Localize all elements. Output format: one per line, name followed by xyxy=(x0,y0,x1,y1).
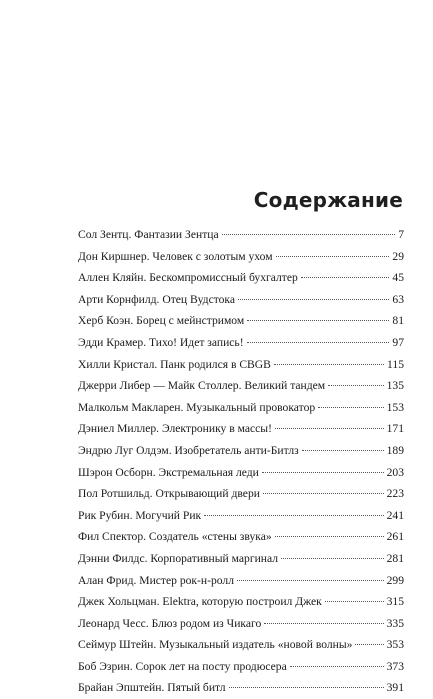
dot-leader xyxy=(247,320,389,321)
toc-row xyxy=(78,418,404,440)
toc-entry-title: Рик Рубин. Могучий Рик xyxy=(78,508,202,522)
toc-entry-title: Дэниел Миллер. Электронику в массы! xyxy=(78,422,272,436)
toc-row xyxy=(78,267,404,289)
toc-page-number: 153 xyxy=(386,400,404,414)
toc-entry-title: Дэнни Филдс. Корпоративный маргинал xyxy=(78,551,279,565)
toc-entry-title: Джерри Либер — Майк Столлер. Великий тандем xyxy=(78,379,326,393)
toc-entry-title: Хилли Кристал. Панк родился в CBGB xyxy=(78,357,271,371)
dot-leader xyxy=(263,493,384,494)
dot-leader xyxy=(238,299,389,300)
toc-page-number: 135 xyxy=(386,379,404,393)
dot-leader xyxy=(355,644,383,645)
toc-entry-title: Фил Спектор. Создатель «стены звука» xyxy=(78,530,272,544)
toc-row xyxy=(78,332,404,354)
toc-entry-title: Алан Фрид. Мистер рок-н-ролл xyxy=(78,573,234,587)
dot-leader xyxy=(237,580,384,581)
toc-page-number: 189 xyxy=(386,443,404,457)
dot-leader xyxy=(204,515,383,516)
toc-page-number: 203 xyxy=(386,465,404,479)
toc-page-number: 45 xyxy=(392,271,404,285)
toc-row xyxy=(78,656,404,678)
toc-entry-title: Дон Киршнер. Человек с золотым ухом xyxy=(78,249,273,263)
toc-page-number: 261 xyxy=(386,530,404,544)
toc-row xyxy=(78,310,404,332)
toc-row xyxy=(78,548,404,570)
toc-page-number: 335 xyxy=(386,616,404,630)
toc-entry-title: Пол Ротшильд. Открывающий двери xyxy=(78,487,260,501)
toc-entry-title: Сеймур Штейн. Музыкальный издатель «новой волны» xyxy=(78,638,353,652)
toc-page-number: 115 xyxy=(387,357,404,371)
toc-row xyxy=(78,375,404,397)
dot-leader xyxy=(247,342,390,343)
toc-page-number: 81 xyxy=(392,314,404,328)
dot-leader xyxy=(301,277,390,278)
toc-page-number: 29 xyxy=(392,249,404,263)
toc-entry-title: Леонард Чесс. Блюз родом из Чикаго xyxy=(78,616,262,630)
dot-leader xyxy=(229,687,384,688)
dot-leader xyxy=(281,558,384,559)
dot-leader xyxy=(274,364,384,365)
toc-row xyxy=(78,462,404,484)
dot-leader xyxy=(302,450,384,451)
dot-leader xyxy=(264,623,383,624)
toc-row xyxy=(78,224,404,246)
toc-row xyxy=(78,483,404,505)
toc-page-number: 7 xyxy=(398,228,404,241)
toc-page-number: 97 xyxy=(392,335,404,349)
toc-page-number: 171 xyxy=(386,422,404,436)
toc-entry-title: Джек Хольцман. Elektra, которую построил Джек xyxy=(78,595,322,609)
toc-entry-title: Шэрон Осборн. Экстремальная леди xyxy=(78,465,259,479)
toc-entry-title: Херб Коэн. Борец с мейнстримом xyxy=(78,314,245,328)
table-of-contents xyxy=(78,224,404,699)
toc-page-number: 241 xyxy=(386,508,404,522)
toc-row xyxy=(78,570,404,592)
toc-entry-title: Брайан Эпштейн. Пятый битл xyxy=(78,681,226,695)
toc-entry-title: Эндрю Луг Олдэм. Изобретатель анти-Битлз xyxy=(78,443,299,457)
toc-page-number: 223 xyxy=(386,487,404,501)
toc-row xyxy=(78,440,404,462)
toc-page-number: 391 xyxy=(386,681,404,695)
toc-entry-title: Аллен Кляйн. Бескомпромиссный бухгалтер xyxy=(78,271,298,285)
toc-row xyxy=(78,634,404,656)
page-title: Содержание xyxy=(253,188,403,212)
toc-entry-title: Сол Зентц. Фантазии Зентца xyxy=(78,228,219,241)
dot-leader xyxy=(262,472,384,473)
toc-row xyxy=(78,246,404,268)
toc-row xyxy=(78,613,404,635)
toc-row xyxy=(78,505,404,527)
dot-leader xyxy=(276,256,390,257)
toc-page-number: 299 xyxy=(386,573,404,587)
toc-page-number: 281 xyxy=(386,551,404,565)
toc-entry-title: Арти Корнфилд. Отец Вудстока xyxy=(78,292,236,306)
toc-row xyxy=(78,677,404,699)
toc-entry-title: Малкольм Макларен. Музыкальный провокатор xyxy=(78,400,316,414)
dot-leader xyxy=(275,536,384,537)
toc-page-number: 63 xyxy=(392,292,404,306)
dot-leader xyxy=(325,601,384,602)
toc-row xyxy=(78,397,404,419)
toc-page-number: 315 xyxy=(386,595,404,609)
dot-leader xyxy=(290,666,384,667)
toc-entry-title: Боб Эзрин. Сорок лет на посту продюсера xyxy=(78,659,287,673)
toc-row xyxy=(78,354,404,376)
toc-row xyxy=(78,591,404,613)
toc-page-number: 373 xyxy=(386,659,404,673)
toc-entry-title: Эдди Крамер. Тихо! Идет запись! xyxy=(78,335,244,349)
dot-leader xyxy=(328,385,383,386)
dot-leader xyxy=(222,234,396,235)
toc-row xyxy=(78,289,404,311)
toc-row xyxy=(78,526,404,548)
toc-page-number: 353 xyxy=(386,638,404,652)
dot-leader xyxy=(275,428,384,429)
dot-leader xyxy=(318,407,383,408)
